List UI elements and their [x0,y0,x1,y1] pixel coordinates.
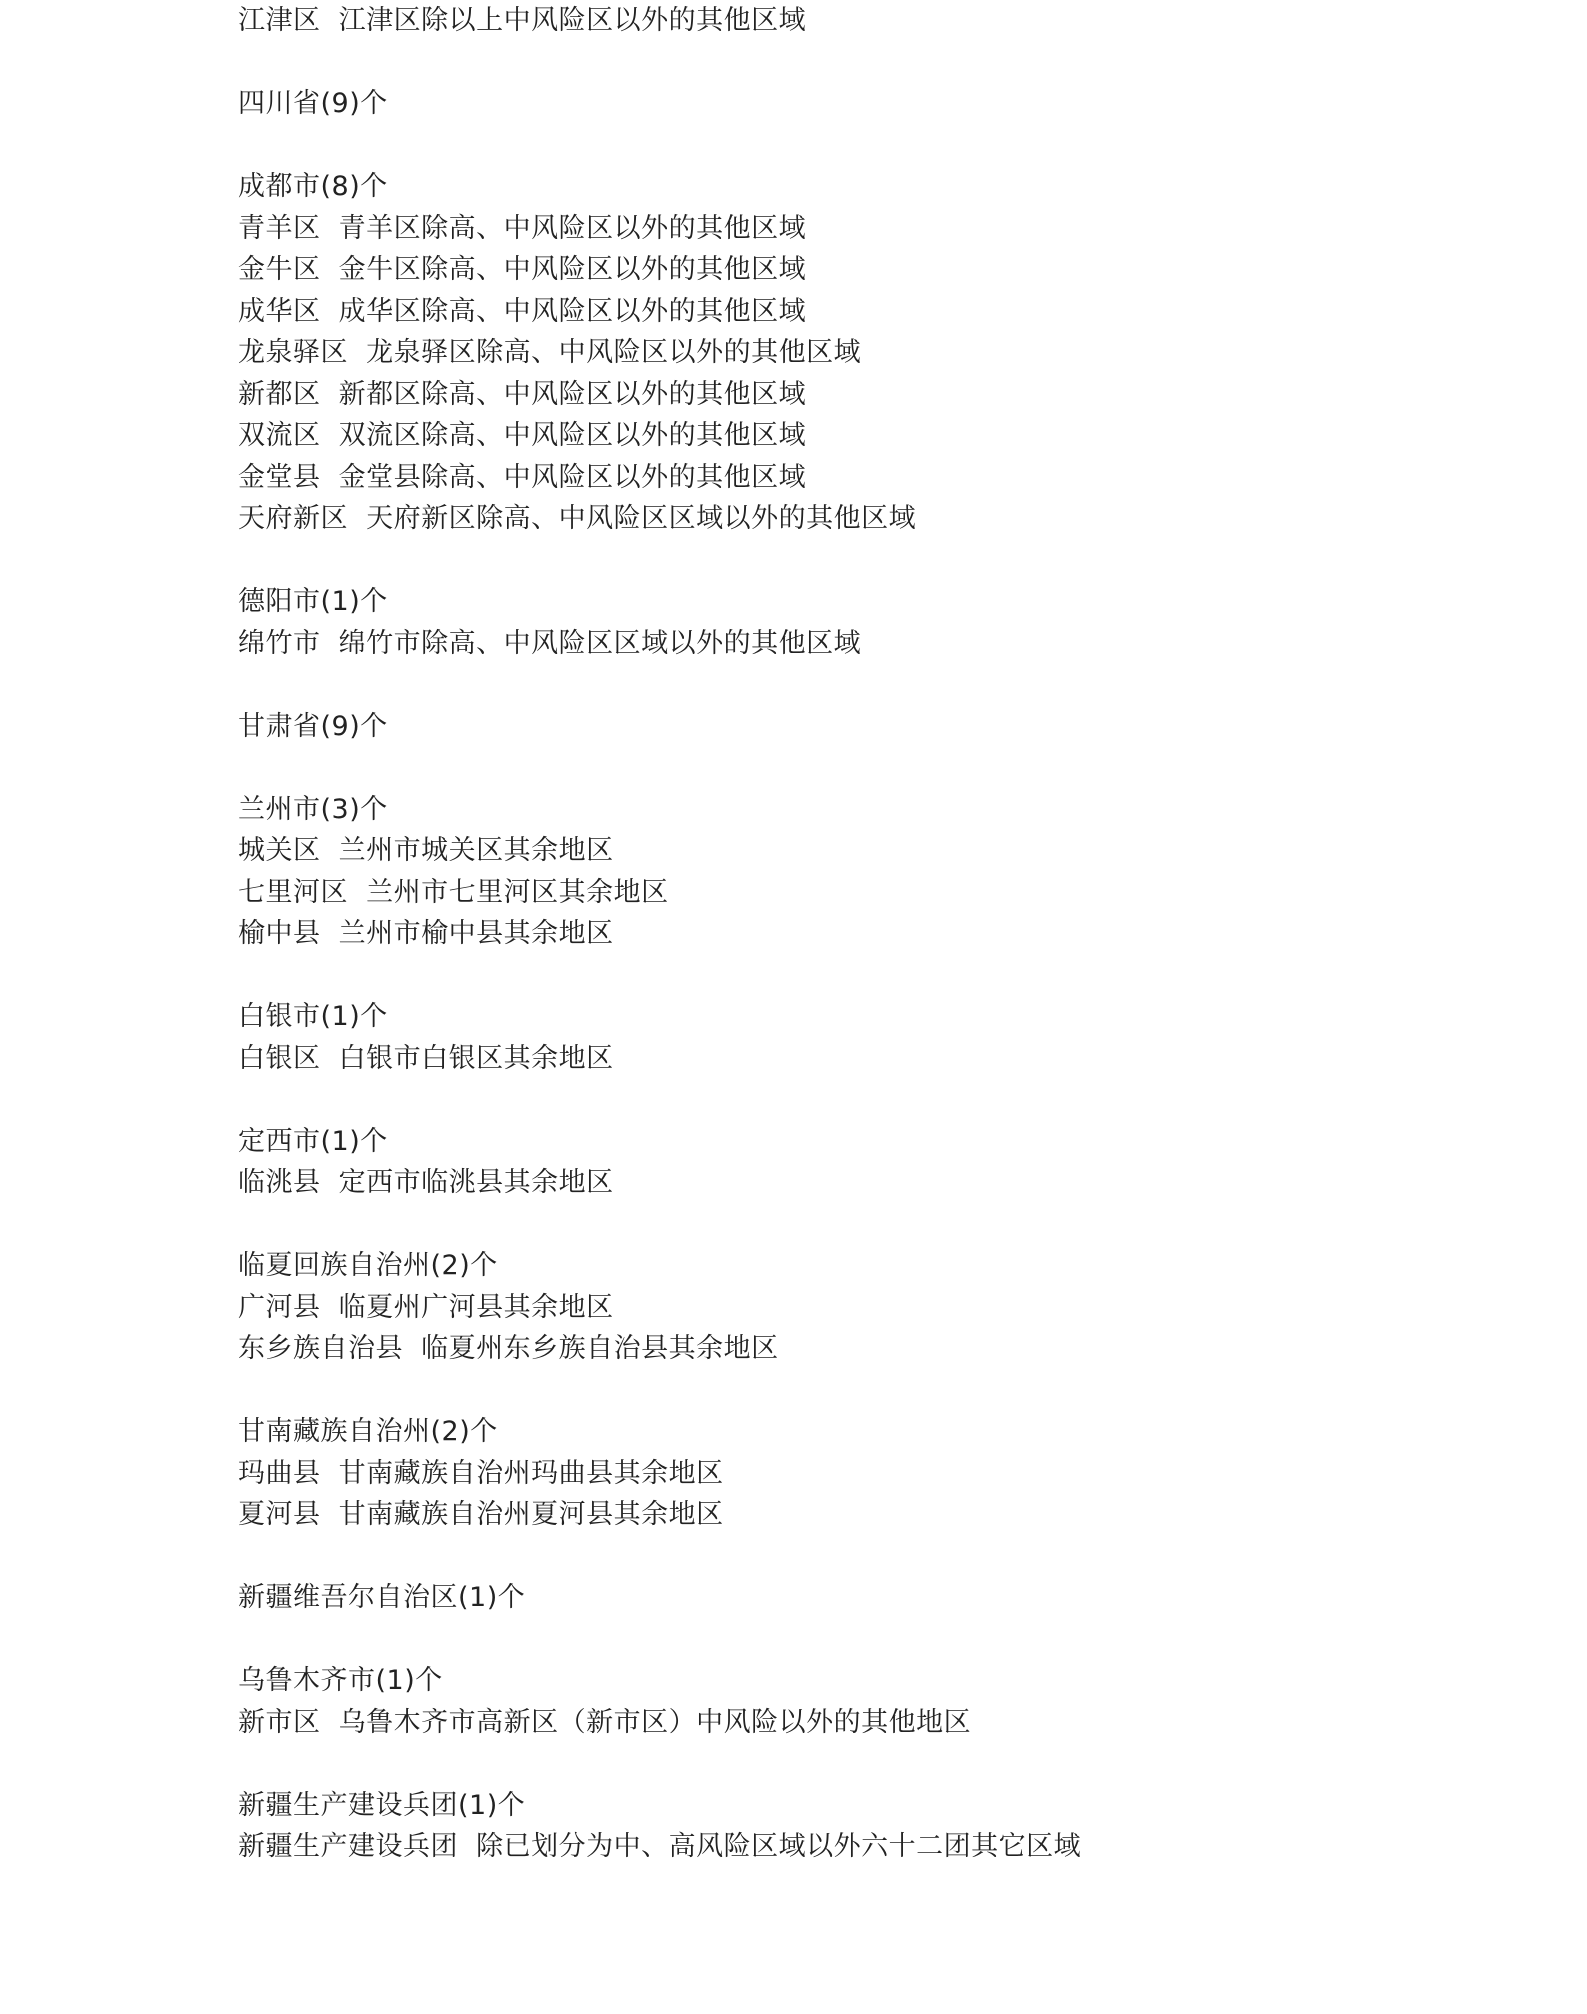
text-line: 龙泉驿区 龙泉驿区除高、中风险区以外的其他区域 [238,337,862,368]
text-line: 金牛区 金牛区除高、中风险区以外的其他区域 [238,254,807,285]
blank-line [238,1370,1488,1412]
text-line: 玛曲县 甘南藏族自治州玛曲县其余地区 [238,1457,724,1489]
text-line: 白银市(1)个 [238,1001,388,1032]
text-line: 临洮县 定西市临洮县其余地区 [238,1167,614,1198]
text-line: 江津区 江津区除以上中风险区以外的其他区域 [238,5,807,36]
text-line: 金堂县 金堂县除高、中风险区以外的其他区域 [238,461,807,493]
blank-line [238,125,1488,167]
text-line: 新疆生产建设兵团 除已划分为中、高风险区域以外六十二团其它区域 [238,1831,1082,1862]
blank-line [238,1204,1488,1246]
text-line: 新疆维吾尔自治区(1)个 [238,1582,526,1613]
blank-line [238,1743,1488,1785]
text-line: 成都市(8)个 [238,171,388,202]
blank-line [238,540,1488,582]
text-line: 青羊区 青羊区除高、中风险区以外的其他区域 [238,212,807,244]
text-line: 成华区 成华区除高、中风险区以外的其他区域 [238,295,807,327]
text-line: 夏河县 甘南藏族自治州夏河县其余地区 [238,1499,724,1530]
document-body [238,0,1488,1868]
text-line: 白银区 白银市白银区其余地区 [238,1042,614,1074]
text-line: 双流区 双流区除高、中风险区以外的其他区域 [238,420,807,451]
text-line: 广河县 临夏州广河县其余地区 [238,1291,614,1323]
text-line: 新都区 新都区除高、中风险区以外的其他区域 [238,378,807,410]
blank-line [238,1536,1488,1578]
text-line: 定西市(1)个 [238,1125,388,1157]
text-line: 七里河区 兰州市七里河区其余地区 [238,876,669,908]
blank-line [238,955,1488,997]
text-line: 甘肃省(9)个 [238,710,388,742]
text-line: 新市区 乌鲁木齐市高新区（新市区）中风险以外的其他地区 [238,1706,972,1738]
text-line: 兰州市(3)个 [238,793,388,825]
blank-line [238,1619,1488,1661]
text-line: 榆中县 兰州市榆中县其余地区 [238,918,614,949]
text-line: 绵竹市 绵竹市除高、中风险区区域以外的其他区域 [238,627,862,659]
blank-line [238,664,1488,706]
text-line: 天府新区 天府新区除高、中风险区区域以外的其他区域 [238,503,917,534]
blank-line [238,1079,1488,1121]
blank-line [238,42,1488,84]
blank-line [238,747,1488,789]
text-line: 乌鲁木齐市(1)个 [238,1665,443,1696]
text-line: 新疆生产建设兵团(1)个 [238,1789,526,1821]
text-line: 甘南藏族自治州(2)个 [238,1416,498,1447]
text-line: 四川省(9)个 [238,88,388,119]
text-line: 城关区 兰州市城关区其余地区 [238,835,614,866]
text-line: 临夏回族自治州(2)个 [238,1250,498,1281]
text-line: 德阳市(1)个 [238,586,388,617]
text-line: 东乡族自治县 临夏州东乡族自治县其余地区 [238,1333,779,1364]
